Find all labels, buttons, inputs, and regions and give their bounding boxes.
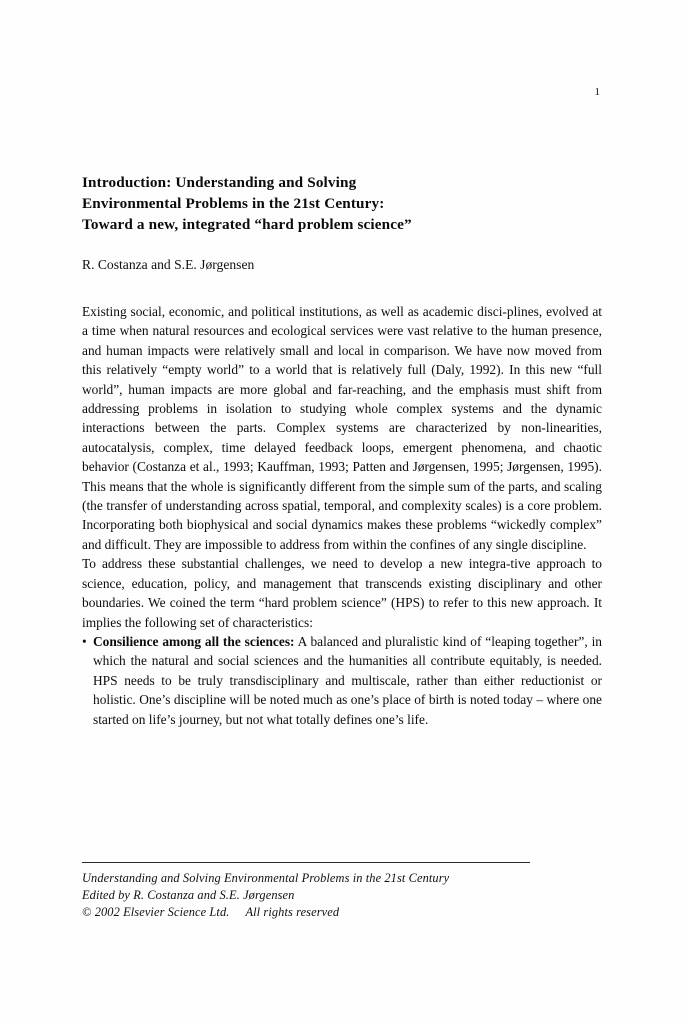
bullet-icon: • [82, 633, 87, 649]
list-item-lead: Consilience among all the sciences: [93, 633, 295, 649]
footer-divider [82, 862, 530, 863]
title-line-3: Toward a new, integrated “hard problem science” [82, 216, 412, 233]
title-line-2: Environmental Problems in the 21st Century: [82, 195, 385, 212]
list-item-text: A balanced and pluralistic kind of “leaping together”, in which the natural and social sciences and the humanities all contribute equitably, is needed. HPS needs to be truly transdisciplinary and multiscale, rather than either reductionist or holistic. One’s discipline will be noted much as one’s place of birth is noted today – where one started on life’s journey, but not what totally defines one’s life. [93, 633, 602, 727]
paragraph-1: Existing social, economic, and political institutions, as well as academic disci-plines, evolved at a time when natural resources and ecological services were vast relative to the human presence, and human impacts were relatively small and local in comparison. We have now moved from this relatively “empty world” to a world that is relatively full (Daly, 1992). In this new “full world”, human impacts are more global and far-reaching, and the emphasis must shift from addressing problems in isolation to studying whole complex systems and the dynamic interactions between the parts. Complex systems are characterized by non-linearities, autocatalysis, complex, time delayed feedback loops, emergent phenomena, and chaotic behavior (Costanza et al., 1993; Kauffman, 1993; Patten and Jørgensen, 1995; Jørgensen, 1995). This means that the whole is significantly different from the simple sum of the parts, and scaling (the transfer of understanding across spatial, temporal, and complexity scales) is a core problem. Incorporating both biophysical and social dynamics makes these problems “wickedly complex” and difficult. They are impossible to address from within the confines of any single discipline. [82, 304, 602, 552]
author-list: R. Costanza and S.E. Jørgensen [82, 257, 255, 272]
body-text [82, 302, 602, 729]
list-item [82, 632, 602, 729]
title-line-1: Introduction: Understanding and Solving [82, 174, 357, 191]
footer-copyright-holder: © 2002 Elsevier Science Ltd. [82, 905, 230, 919]
page-content [82, 86, 602, 729]
footer-rights: All rights reserved [245, 905, 340, 919]
footer-book-title: Understanding and Solving Environmental Problems in the 21st Century [82, 871, 450, 885]
page-footer [82, 862, 602, 921]
page-number: 1 [594, 86, 600, 98]
page-title [82, 172, 602, 235]
paragraph-2: To address these substantial challenges, we need to develop a new integra-tive approach to science, education, policy, and management that transcends existing disciplinary and other boundaries. We coined the term “hard problem science” (HPS) to refer to this new approach. It implies the following set of characteristics: [82, 556, 602, 630]
footer-copyright [82, 904, 602, 921]
footer-editors: Edited by R. Costanza and S.E. Jørgensen [82, 888, 295, 902]
